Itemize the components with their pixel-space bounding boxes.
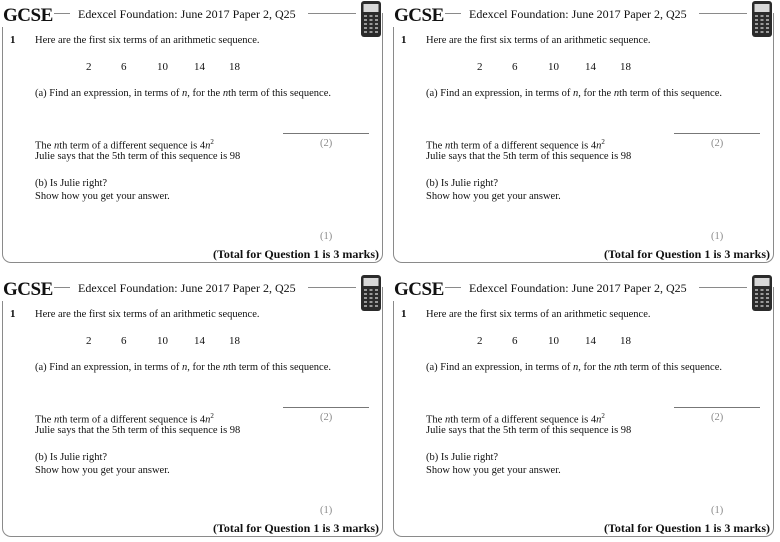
question-intro: Here are the first six terms of an arithmetic sequence. xyxy=(426,35,651,46)
part-a-prompt: (a) Find an expression, in terms of n, for the nth term of this sequence. xyxy=(35,362,331,373)
part-b-marks: (1) xyxy=(320,505,333,516)
part-a-marks: (2) xyxy=(320,412,333,423)
question-number: 1 xyxy=(10,34,16,46)
sequence-term: 6 xyxy=(121,61,127,73)
part-b-marks: (1) xyxy=(320,231,333,242)
total-marks: (Total for Question 1 is 3 marks) xyxy=(212,521,379,535)
question-number: 1 xyxy=(401,34,407,46)
sequence-term: 10 xyxy=(548,335,559,347)
question-intro: Here are the first six terms of an arithmetic sequence. xyxy=(426,309,651,320)
sequence-term: 6 xyxy=(512,335,518,347)
statement-nth-term: The nth term of a different sequence is $4n^2$ xyxy=(426,138,605,152)
sequence-term: 18 xyxy=(620,61,631,73)
part-a-prompt: (a) Find an expression, in terms of n, for the nth term of this sequence. xyxy=(426,362,722,373)
gcse-logo: GCSE xyxy=(394,5,444,26)
calculator-icon xyxy=(751,274,773,312)
statement-julie: Julie says that the 5th term of this sequence is 98 xyxy=(426,151,632,162)
question-card xyxy=(391,0,776,268)
sequence-term: 6 xyxy=(512,61,518,73)
question-intro: Here are the first six terms of an arithmetic sequence. xyxy=(35,35,260,46)
question-card xyxy=(391,274,776,542)
calculator-icon xyxy=(360,274,382,312)
sequence-term: 10 xyxy=(157,61,168,73)
sequence-term: 14 xyxy=(585,335,596,347)
statement-nth-term: The nth term of a different sequence is $4n^2$ xyxy=(35,412,214,426)
answer-line xyxy=(674,407,760,408)
sequence-term: 2 xyxy=(477,61,483,73)
answer-line xyxy=(283,407,369,408)
question-source: Edexcel Foundation: June 2017 Paper 2, Q25 xyxy=(469,7,687,21)
statement-julie: Julie says that the 5th term of this sequence is 98 xyxy=(35,425,241,436)
question-source: Edexcel Foundation: June 2017 Paper 2, Q25 xyxy=(78,7,296,21)
sequence-term: 14 xyxy=(585,61,596,73)
gcse-logo: GCSE xyxy=(394,279,444,300)
question-number: 1 xyxy=(10,308,16,320)
gcse-logo: GCSE xyxy=(3,5,53,26)
sequence-term: 10 xyxy=(157,335,168,347)
sequence-term: 14 xyxy=(194,335,205,347)
total-marks: (Total for Question 1 is 3 marks) xyxy=(603,247,770,261)
sequence-term: 10 xyxy=(548,61,559,73)
sequence-term: 6 xyxy=(121,335,127,347)
sequence-term: 2 xyxy=(477,335,483,347)
part-b-marks: (1) xyxy=(711,231,724,242)
sequence-term: 2 xyxy=(86,335,92,347)
sequence-term: 2 xyxy=(86,61,92,73)
question-card xyxy=(0,274,385,542)
question-intro: Here are the first six terms of an arithmetic sequence. xyxy=(35,309,260,320)
part-b-prompt: (b) Is Julie right? xyxy=(426,178,499,189)
sequence-term: 18 xyxy=(229,335,240,347)
part-b-instruction: Show how you get your answer. xyxy=(35,465,170,476)
part-b-prompt: (b) Is Julie right? xyxy=(426,452,499,463)
part-a-marks: (2) xyxy=(711,412,724,423)
part-b-instruction: Show how you get your answer. xyxy=(426,191,561,202)
header-rule xyxy=(308,287,356,288)
part-a-prompt: (a) Find an expression, in terms of n, for the nth term of this sequence. xyxy=(35,88,331,99)
part-a-marks: (2) xyxy=(711,138,724,149)
calculator-icon xyxy=(360,0,382,38)
header-rule xyxy=(699,13,747,14)
part-a-prompt: (a) Find an expression, in terms of n, for the nth term of this sequence. xyxy=(426,88,722,99)
header-rule xyxy=(699,287,747,288)
header-rule xyxy=(308,13,356,14)
part-b-marks: (1) xyxy=(711,505,724,516)
total-marks: (Total for Question 1 is 3 marks) xyxy=(603,521,770,535)
part-b-prompt: (b) Is Julie right? xyxy=(35,452,108,463)
sequence-term: 14 xyxy=(194,61,205,73)
question-source: Edexcel Foundation: June 2017 Paper 2, Q25 xyxy=(469,281,687,295)
gcse-logo: GCSE xyxy=(3,279,53,300)
answer-line xyxy=(674,133,760,134)
answer-line xyxy=(283,133,369,134)
sequence-term: 18 xyxy=(229,61,240,73)
statement-julie: Julie says that the 5th term of this sequence is 98 xyxy=(35,151,241,162)
total-marks: (Total for Question 1 is 3 marks) xyxy=(212,247,379,261)
question-number: 1 xyxy=(401,308,407,320)
sequence-term: 18 xyxy=(620,335,631,347)
part-b-instruction: Show how you get your answer. xyxy=(426,465,561,476)
question-source: Edexcel Foundation: June 2017 Paper 2, Q25 xyxy=(78,281,296,295)
question-card xyxy=(0,0,385,268)
part-a-marks: (2) xyxy=(320,138,333,149)
statement-nth-term: The nth term of a different sequence is $4n^2$ xyxy=(426,412,605,426)
statement-nth-term: The nth term of a different sequence is $4n^2$ xyxy=(35,138,214,152)
statement-julie: Julie says that the 5th term of this sequence is 98 xyxy=(426,425,632,436)
calculator-icon xyxy=(751,0,773,38)
part-b-prompt: (b) Is Julie right? xyxy=(35,178,108,189)
part-b-instruction: Show how you get your answer. xyxy=(35,191,170,202)
